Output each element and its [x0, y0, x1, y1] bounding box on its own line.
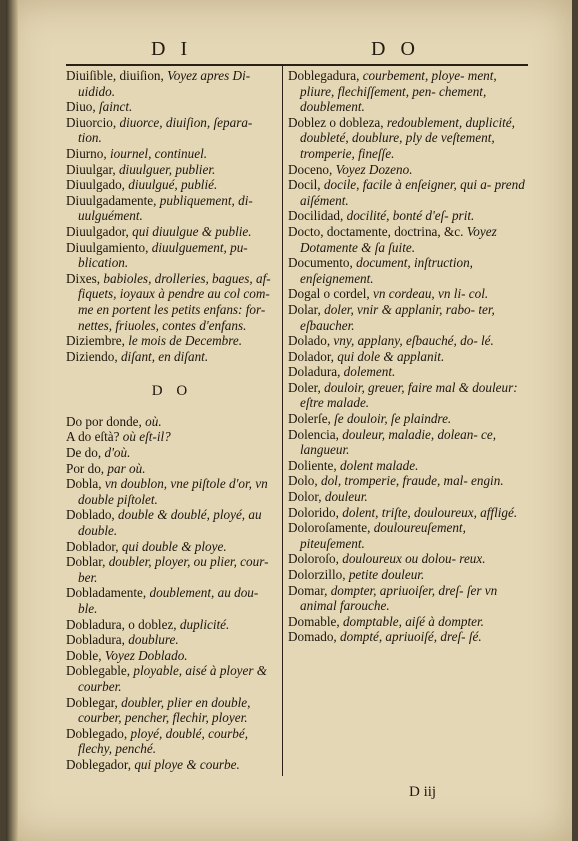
dictionary-entry	[288, 380, 528, 411]
dictionary-entry	[288, 68, 528, 115]
entry-definition: qui double & ploye.	[121, 538, 227, 554]
dictionary-entry	[66, 349, 278, 365]
entry-headword: De do,	[66, 445, 105, 461]
entry-headword: Dolencia,	[288, 426, 343, 442]
dictionary-entry	[66, 554, 278, 585]
entry-headword: Diuulgado,	[66, 177, 129, 193]
entry-definition: iournel, continuel.	[109, 145, 208, 161]
dictionary-entry	[66, 445, 278, 461]
entry-headword: Doloroſo,	[288, 551, 343, 567]
entry-headword: Diuo,	[66, 99, 99, 115]
entry-definition: duplicité.	[179, 616, 230, 632]
entry-definition: le mois de Decembre.	[128, 333, 243, 349]
dictionary-entry	[66, 115, 278, 146]
entry-headword: Diuiſible, diuiſion,	[66, 68, 168, 83]
dictionary-entry	[66, 476, 278, 507]
entry-definition: doublure.	[128, 632, 179, 648]
entry-headword: Doler,	[288, 379, 325, 395]
dictionary-entry	[66, 539, 278, 555]
dictionary-entry	[288, 255, 528, 286]
dictionary-entry	[66, 663, 278, 694]
dictionary-entry	[66, 68, 278, 99]
signature-mark: D iij	[409, 784, 437, 800]
dictionary-entry	[66, 695, 278, 726]
entry-definition: diſant, en diſant.	[120, 348, 209, 364]
entry-headword: Dolorzillo,	[288, 567, 349, 582]
dictionary-entry	[66, 224, 278, 240]
dictionary-entry	[66, 632, 278, 648]
entry-definition: babioles, drolleries, bagues, af- fiquets, ioyaux à pendre au col com- me en portent les petits enfans: for- nettes, friuoles, contes d'enfans.	[78, 270, 271, 333]
dictionary-entry	[288, 505, 528, 521]
dictionary-entry	[288, 115, 528, 162]
dictionary-entry	[66, 333, 278, 349]
entry-definition: doublement, au dou- ble.	[78, 585, 259, 616]
entry-definition: doler, vnir & applanir, rabo- ter, eſbaucher.	[300, 301, 495, 333]
entry-definition: qui diuulgue & publie.	[132, 223, 252, 239]
dictionary-entry	[66, 99, 278, 115]
entry-definition: douleur, maladie, dolean- ce, langueur.	[300, 426, 497, 458]
entry-headword: Diuulgar,	[66, 161, 119, 177]
dictionary-entry	[66, 240, 278, 271]
entry-headword: Dolerſe,	[288, 411, 335, 427]
entry-definition: diuorce, diuiſion, ſepara- tion.	[78, 114, 253, 146]
entry-definition: dol, tromperie, fraude, mal- engin.	[320, 473, 504, 489]
dictionary-entry	[288, 333, 528, 349]
entry-definition: Voyez Doblado.	[104, 647, 188, 663]
entry-headword: Diziendo,	[66, 348, 121, 364]
dictionary-entry	[66, 585, 278, 616]
entry-headword: Diuulgadamente,	[66, 192, 160, 208]
dictionary-entry	[288, 473, 528, 489]
right-entries	[288, 68, 528, 645]
dictionary-entry	[66, 429, 278, 445]
left-entries-bottom	[66, 414, 278, 773]
entry-headword: Doblegable,	[66, 663, 134, 679]
entry-definition: ployé, doublé, courbé, flechy, penché.	[78, 725, 249, 757]
dictionary-entry	[288, 162, 528, 178]
entry-definition: double & doublé, ployé, au double.	[78, 507, 262, 539]
dictionary-entry	[66, 617, 278, 633]
entry-headword: Dolorido,	[288, 504, 343, 520]
left-column	[66, 68, 278, 773]
dictionary-entry	[66, 177, 278, 193]
entry-definition: document, inſtruction, enſeignement.	[300, 255, 473, 286]
entry-headword: Dobladura,	[66, 632, 129, 648]
entry-definition: dolent malade.	[340, 457, 419, 473]
entry-headword: Doble,	[66, 647, 105, 663]
entry-headword: Domado,	[288, 629, 341, 645]
entry-headword: Dolo,	[288, 473, 321, 489]
dictionary-entry	[288, 458, 528, 474]
entry-definition: douloureux ou dolou- reux.	[342, 551, 486, 567]
entry-headword: Diuorcio,	[66, 114, 120, 130]
dictionary-entry	[288, 551, 528, 567]
dictionary-entry	[288, 567, 528, 583]
entry-headword: Doliente,	[288, 457, 341, 473]
entry-headword: Doblegador,	[66, 756, 135, 772]
dictionary-entry	[288, 583, 528, 614]
entry-definition: diuulguement, pu- blication.	[78, 239, 248, 271]
dictionary-entry	[288, 224, 528, 255]
entry-headword: Doblegado,	[66, 725, 131, 741]
left-entries-top	[66, 68, 278, 364]
dictionary-entry	[66, 507, 278, 538]
entry-headword: Diuulgador,	[66, 223, 133, 239]
section-heading: D O	[151, 383, 193, 400]
dictionary-entry	[288, 629, 528, 645]
entry-headword: A do eſtà?	[66, 429, 123, 445]
entry-definition: dompter, apriuoiſer, dreſ- ſer vn animal farouche.	[300, 582, 498, 614]
dictionary-entry	[288, 364, 528, 380]
dictionary-entry	[66, 461, 278, 477]
dictionary-entry	[288, 427, 528, 458]
entry-definition: doubler, ployer, ou plier, cour- ber.	[78, 554, 269, 585]
entry-definition: Voyez Dozeno.	[335, 161, 413, 177]
entry-headword: Dobladura, o doblez,	[66, 616, 180, 632]
entry-definition: vny, applany, eſbauché, do- lé.	[333, 333, 494, 349]
entry-definition: où eſt-il?	[122, 429, 171, 445]
running-head-right: D O	[371, 38, 420, 60]
entry-definition: courbement, ploye- ment, pliure, flechiſſement, pen- chement, doublement.	[300, 68, 497, 115]
dictionary-entry	[288, 489, 528, 505]
entry-headword: Dolador,	[288, 348, 338, 364]
entry-headword: Doblegar,	[66, 694, 122, 710]
dictionary-entry	[66, 193, 278, 224]
entry-definition: dolement.	[343, 364, 396, 380]
dictionary-entry	[288, 208, 528, 224]
entry-definition: dompté, apriuoiſé, dreſ- ſé.	[340, 629, 482, 645]
entry-definition: qui ploye & courbe.	[134, 756, 240, 772]
entry-definition: douloir, greuer, faire mal & douleur: eſtre malade.	[300, 379, 518, 411]
entry-definition: domptable, aiſé à dompter.	[342, 613, 484, 629]
entry-definition: ſe douloir, ſe plaindre.	[334, 411, 452, 427]
entry-definition: diuulgué, publié.	[128, 177, 218, 193]
entry-definition: par où.	[107, 460, 146, 476]
entry-headword: Doloroſamente,	[288, 520, 374, 536]
entry-definition: redoublement, duplicité, doubleté, doublure, ply de veſtement, tromperie, fineſſe.	[300, 114, 515, 161]
entry-headword: Doblador,	[66, 538, 122, 554]
entry-headword: Diziembre,	[66, 333, 129, 349]
entry-definition: docilité, bonté d'eſ- prit.	[346, 208, 475, 224]
dictionary-entry	[66, 271, 278, 333]
dictionary-entry	[66, 726, 278, 757]
entry-headword: Por do,	[66, 460, 108, 476]
running-head-left: D I	[151, 38, 193, 60]
dictionary-entry	[288, 349, 528, 365]
entry-headword: Doblez o dobleza,	[288, 114, 387, 130]
entry-headword: Doblado,	[66, 507, 119, 523]
dictionary-entry	[288, 520, 528, 551]
entry-headword: Do por donde,	[66, 413, 146, 429]
entry-headword: Documento,	[288, 255, 357, 271]
entry-definition: vn cordeau, vn li- col.	[372, 286, 489, 302]
entry-headword: Dolor,	[288, 489, 325, 505]
entry-definition: où.	[145, 413, 162, 429]
entry-definition: petite douleur.	[348, 567, 425, 582]
entry-definition: d'où.	[104, 445, 131, 461]
entry-definition: diuulguer, publier.	[118, 161, 216, 177]
entry-headword: Domar,	[288, 582, 331, 598]
entry-definition: douloureuſement, piteuſement.	[300, 520, 466, 551]
entry-headword: Domable,	[288, 613, 343, 629]
entry-headword: Dolado,	[288, 333, 334, 349]
dictionary-entry	[66, 648, 278, 664]
entry-headword: Dogal o cordel,	[288, 286, 373, 302]
entry-definition: publiquement, di- uulguément.	[78, 192, 253, 224]
entry-headword: Doblegadura,	[288, 68, 363, 83]
dictionary-entry	[288, 411, 528, 427]
entry-headword: Dobla,	[66, 476, 105, 492]
dictionary-entry	[288, 286, 528, 302]
dictionary-entry	[66, 146, 278, 162]
entry-headword: Doceno,	[288, 161, 336, 177]
entry-headword: Doladura,	[288, 364, 344, 380]
entry-definition: ſainct.	[98, 99, 133, 115]
entry-definition: vn doublon, vne piſtole d'or, vn double piſtolet.	[78, 476, 268, 507]
entry-definition: ployable, aisé à ployer & courber.	[78, 663, 268, 694]
entry-definition: docile, facile à enſeigner, qui a- prend aiſément.	[300, 177, 525, 208]
book-gutter	[6, 0, 18, 841]
entry-headword: Docil,	[288, 177, 324, 193]
dictionary-entry	[288, 177, 528, 208]
entry-definition: douleur.	[324, 489, 368, 505]
entry-headword: Diurno,	[66, 145, 110, 161]
entry-headword: Dolar,	[288, 301, 325, 317]
entry-headword: Dobladamente,	[66, 585, 150, 601]
entry-definition: Voyez Dotamente & ſa ſuite.	[300, 223, 497, 255]
entry-headword: Dixes,	[66, 270, 104, 286]
entry-headword: Docto, doctamente, doctrina, &c.	[288, 223, 467, 239]
entry-headword: Doblar,	[66, 554, 109, 570]
entry-definition: qui dole & applanit.	[337, 348, 445, 364]
column-divider	[282, 64, 283, 776]
dictionary-entry	[66, 162, 278, 178]
entry-definition: dolent, triſte, douloureux, affligé.	[342, 504, 518, 520]
entry-headword: Docilidad,	[288, 208, 347, 224]
entry-headword: Diuulgamiento,	[66, 239, 152, 255]
entry-definition: Voyez apres Di- uidido.	[78, 68, 251, 99]
right-column	[288, 68, 528, 645]
entry-definition: doubler, plier en double, courber, pencher, flechir, ployer.	[78, 694, 251, 726]
dictionary-entry	[288, 302, 528, 333]
dictionary-entry	[288, 614, 528, 630]
header-rule	[66, 64, 528, 66]
dictionary-entry	[66, 414, 278, 430]
dictionary-entry	[66, 757, 278, 773]
dictionary-page	[6, 0, 572, 841]
